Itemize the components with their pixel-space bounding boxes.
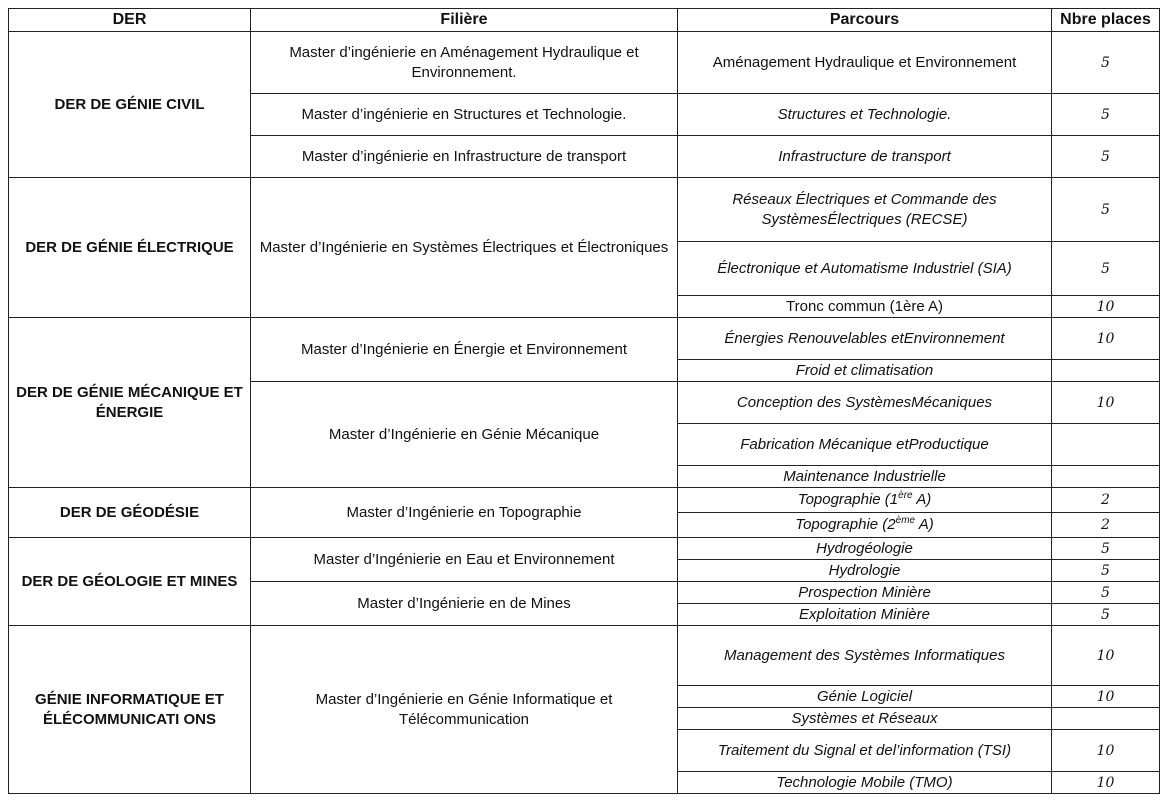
der-cell: DER DE GÉNIE CIVIL <box>9 32 251 178</box>
parcours-cell: Énergies Renouvelables etEnvironnement <box>678 318 1052 360</box>
parcours-cell: Conception des SystèmesMécaniques <box>678 382 1052 424</box>
header-row <box>9 9 1160 32</box>
places-cell: 2 <box>1052 488 1160 513</box>
parcours-suffix: A) <box>912 491 932 508</box>
filiere-cell: Master d’Ingénierie en Topographie <box>251 488 678 538</box>
places-cell <box>1052 466 1160 488</box>
places-cell <box>1052 708 1160 730</box>
parcours-cell: Électronique et Automatisme Industriel (SIA) <box>678 242 1052 296</box>
header-places: Nbre places <box>1052 9 1160 32</box>
places-cell: 10 <box>1052 318 1160 360</box>
parcours-cell: Génie Logiciel <box>678 686 1052 708</box>
parcours-cell <box>678 513 1052 538</box>
places-cell: 10 <box>1052 296 1160 318</box>
parcours-ordinal: ère <box>898 490 913 501</box>
parcours-cell: Aménagement Hydraulique et Environnement <box>678 32 1052 94</box>
table-row <box>9 318 1160 360</box>
places-cell: 5 <box>1052 560 1160 582</box>
der-cell: DER DE GÉNIE MÉCANIQUE ET ÉNERGIE <box>9 318 251 488</box>
filiere-cell: Master d’Ingénierie en Génie Informatique et Télécommunication <box>251 626 678 794</box>
places-cell: 10 <box>1052 686 1160 708</box>
places-cell: 5 <box>1052 242 1160 296</box>
parcours-cell: Management des Systèmes Informatiques <box>678 626 1052 686</box>
places-cell: 5 <box>1052 582 1160 604</box>
parcours-ordinal: ème <box>895 515 916 526</box>
table-row <box>9 626 1160 686</box>
programs-table <box>8 8 1160 794</box>
filiere-cell: Master d’Ingénierie en Systèmes Électriques et Électroniques <box>251 178 678 318</box>
filiere-cell: Master d’ingénierie en Infrastructure de transport <box>251 136 678 178</box>
places-cell: 2 <box>1052 513 1160 538</box>
parcours-cell: Hydrologie <box>678 560 1052 582</box>
parcours-name: Topographie (2 <box>795 516 896 533</box>
parcours-cell: Réseaux Électriques et Commande des SystèmesÉlectriques (RECSE) <box>678 178 1052 242</box>
parcours-cell: Hydrogéologie <box>678 538 1052 560</box>
der-cell: DER DE GÉOLOGIE ET MINES <box>9 538 251 626</box>
places-cell: 5 <box>1052 604 1160 626</box>
parcours-cell: Traitement du Signal et del’information (TSI) <box>678 730 1052 772</box>
parcours-cell: Systèmes et Réseaux <box>678 708 1052 730</box>
table-body <box>9 32 1160 794</box>
table-row <box>9 178 1160 242</box>
table-row <box>9 538 1160 560</box>
header-filiere: Filière <box>251 9 678 32</box>
filiere-cell: Master d’Ingénierie en Énergie et Environnement <box>251 318 678 382</box>
filiere-cell: Master d’Ingénierie en Eau et Environnement <box>251 538 678 582</box>
filiere-cell: Master d’ingénierie en Structures et Technologie. <box>251 94 678 136</box>
parcours-suffix: A) <box>915 516 934 533</box>
header-der: DER <box>9 9 251 32</box>
table-row <box>9 488 1160 513</box>
parcours-cell: Prospection Minière <box>678 582 1052 604</box>
parcours-cell: Froid et climatisation <box>678 360 1052 382</box>
places-cell: 5 <box>1052 94 1160 136</box>
parcours-name: Topographie (1 <box>797 491 899 508</box>
parcours-cell: Fabrication Mécanique etProductique <box>678 424 1052 466</box>
places-cell: 5 <box>1052 178 1160 242</box>
places-cell: 5 <box>1052 538 1160 560</box>
parcours-cell: Infrastructure de transport <box>678 136 1052 178</box>
parcours-cell <box>678 488 1052 513</box>
parcours-cell: Maintenance Industrielle <box>678 466 1052 488</box>
parcours-cell: Tronc commun (1ère A) <box>678 296 1052 318</box>
header-parcours: Parcours <box>678 9 1052 32</box>
places-cell: 5 <box>1052 136 1160 178</box>
parcours-cell: Structures et Technologie. <box>678 94 1052 136</box>
places-cell <box>1052 360 1160 382</box>
der-cell: GÉNIE INFORMATIQUE ET ÉLÉCOMMUNICATI ONS <box>9 626 251 794</box>
filiere-cell: Master d’Ingénierie en Génie Mécanique <box>251 382 678 488</box>
filiere-cell: Master d’Ingénierie en de Mines <box>251 582 678 626</box>
der-cell: DER DE GÉODÉSIE <box>9 488 251 538</box>
places-cell: 10 <box>1052 730 1160 772</box>
places-cell <box>1052 424 1160 466</box>
places-cell: 10 <box>1052 382 1160 424</box>
places-cell: 5 <box>1052 32 1160 94</box>
table-row <box>9 32 1160 94</box>
parcours-cell: Technologie Mobile (TMO) <box>678 772 1052 794</box>
places-cell: 10 <box>1052 772 1160 794</box>
der-cell: DER DE GÉNIE ÉLECTRIQUE <box>9 178 251 318</box>
filiere-cell: Master d’ingénierie en Aménagement Hydraulique et Environnement. <box>251 32 678 94</box>
places-cell: 10 <box>1052 626 1160 686</box>
parcours-cell: Exploitation Minière <box>678 604 1052 626</box>
